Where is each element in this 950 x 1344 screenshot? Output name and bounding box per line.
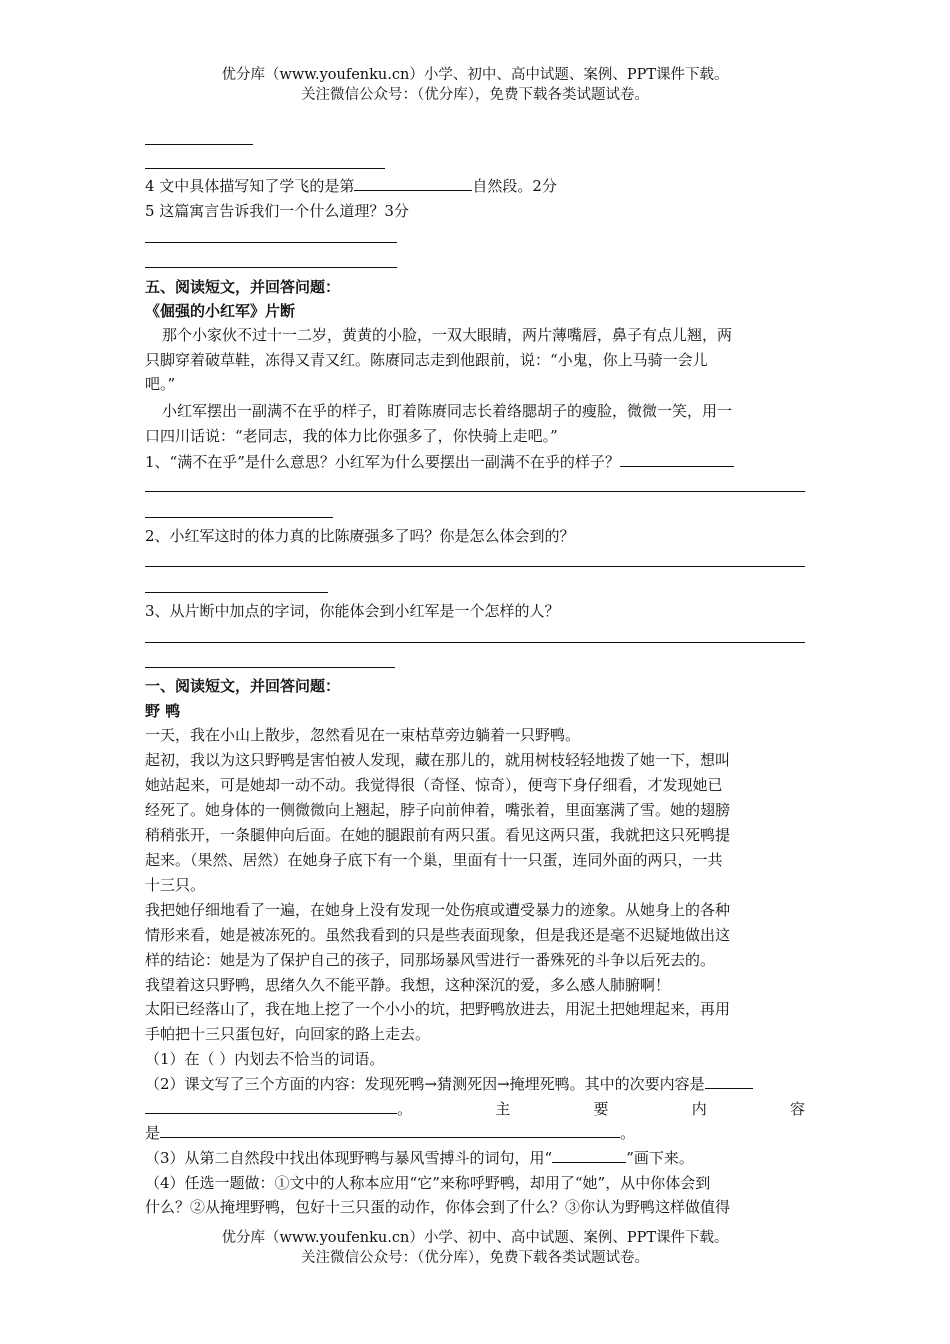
page-footer-line1: 优分库（www.youfenku.cn）小学、初中、高中试题、案例、PPT课件下载。 — [221, 1230, 729, 1246]
q2-word: 内 — [691, 1100, 707, 1118]
page-footer-line2: 关注微信公众号：（优分库），免费下载各类试题试卷。 — [301, 1250, 649, 1266]
passage-line: 只脚穿着破草鞋，冻得又青又红。陈赓同志走到他跟前，说：“小鬼，你上马骑一会儿 — [145, 351, 708, 369]
page-header-line2: 关注微信公众号：（优分库），免费下载各类试题试卷。 — [301, 87, 649, 103]
answer-line[interactable] — [145, 517, 333, 518]
answer-line — [145, 168, 385, 169]
question-3-suffix: ”画下来。 — [626, 1149, 694, 1167]
passage-line: 小红军摆出一副满不在乎的样子，盯着陈赓同志长着络腮胡子的瘦脸，微微一笑，用一 — [162, 402, 733, 420]
passage-line: 一天，我在小山上散步，忽然看见在一束枯草旁边躺着一只野鸭。 — [145, 726, 581, 744]
answer-line[interactable] — [145, 566, 805, 567]
question-4-suffix: 自然段。2分 — [472, 177, 557, 195]
q2-word: 容 — [789, 1100, 805, 1118]
question-2-line2 — [145, 1099, 805, 1119]
question-4 — [145, 176, 557, 196]
section-1-heading: 一、阅读短文，并回答问题： — [145, 677, 341, 695]
question-4: （4）任选一题做：①文中的人称本应用“它”来称呼野鸭，却用了“她”，从中你体会到 — [145, 1174, 711, 1192]
question-1: （1）在（ ）内划去不恰当的词语。 — [145, 1050, 385, 1068]
answer-line[interactable] — [145, 667, 395, 668]
q2-line3-end: 。 — [620, 1124, 636, 1142]
question-3 — [145, 1148, 694, 1168]
answer-line — [145, 144, 253, 145]
answer-line[interactable] — [145, 242, 397, 243]
fill-blank[interactable] — [552, 1148, 626, 1163]
passage-line: 她站起来，可是她却一动不动。我觉得很（奇怪、惊奇），便弯下身仔细看，才发现她已 — [145, 776, 723, 794]
q2-period: 。 — [397, 1100, 413, 1118]
question-4-text: 4 文中具体描写知了学飞的是第 — [145, 177, 355, 195]
question-3-text: （3）从第二自然段中找出体现野鸭与暴风雪搏斗的词句，用“ — [145, 1149, 553, 1167]
answer-line[interactable] — [145, 642, 805, 643]
question-1 — [145, 452, 734, 472]
fill-blank[interactable] — [705, 1074, 753, 1089]
question-3: 3、从片断中加点的字词，你能体会到小红军是一个怎样的人？ — [145, 602, 560, 620]
passage-line: 那个小家伙不过十一二岁，黄黄的小脸，一双大眼睛，两片薄嘴唇，鼻子有点儿翘，两 — [162, 326, 733, 344]
page-header-line1: 优分库（www.youfenku.cn）小学、初中、高中试题、案例、PPT课件下载。 — [221, 67, 729, 83]
passage-line: 十三只。 — [145, 876, 206, 894]
section-5-heading: 五、阅读短文，并回答问题： — [145, 278, 341, 296]
passage-line: 手帕把十三只蛋包好，向回家的路上走去。 — [145, 1025, 431, 1043]
passage-title: 野 鸭 — [145, 702, 181, 720]
passage-line: 起初，我以为这只野鸭是害怕被人发现，藏在那儿的，就用树枝轻轻地拨了她一下，想叫 — [145, 751, 731, 769]
question-2: 2、小红军这时的体力真的比陈赓强多了吗？你是怎么体会到的？ — [145, 527, 575, 545]
q2-word: 要 — [593, 1100, 609, 1118]
answer-line[interactable] — [145, 491, 805, 492]
question-1-text: 1、“满不在乎”是什么意思？小红军为什么要摆出一副满不在乎的样子？ — [145, 453, 620, 471]
question-2 — [145, 1074, 753, 1094]
fill-blank[interactable] — [620, 452, 734, 467]
answer-line[interactable] — [145, 592, 328, 593]
passage-title: 《倔强的小红军》片断 — [145, 302, 296, 320]
passage-line: 情形来看，她是被冻死的。虽然我看到的只是些表面现象，但是我还是毫不迟疑地做出这 — [145, 926, 731, 944]
passage-line: 经死了。她身体的一侧微微向上翘起，脖子向前伸着，嘴张着，里面塞满了雪。她的翅膀 — [145, 801, 731, 819]
fill-blank[interactable] — [354, 176, 472, 191]
question-4: 什么？②从掩埋野鸭，包好十三只蛋的动作，你体会到了什么？③你认为野鸭这样做值得 — [145, 1198, 731, 1216]
passage-line: 吧。” — [145, 375, 176, 393]
q2-line3-start: 是 — [145, 1124, 161, 1142]
passage-line: 样的结论：她是为了保护自己的孩子，同那场暴风雪进行一番殊死的斗争以后死去的。 — [145, 951, 716, 969]
passage-line: 太阳已经落山了，我在地上挖了一个小小的坑，把野鸭放进去，用泥土把她埋起来，再用 — [145, 1000, 731, 1018]
passage-line: 起来。（果然、居然）在她身子底下有一个巢，里面有十一只蛋，连同外面的两只，一共 — [145, 851, 723, 869]
question-2-line3 — [145, 1123, 635, 1143]
fill-blank[interactable] — [145, 1099, 397, 1114]
q2-word: 主 — [495, 1100, 511, 1118]
passage-line: 稍稍张开，一条腿伸向后面。在她的腿跟前有两只蛋。看见这两只蛋，我就把这只死鸭提 — [145, 826, 731, 844]
q2-blank-group — [145, 1099, 412, 1119]
passage-line: 我把她仔细地看了一遍，在她身上没有发现一处伤痕或遭受暴力的迹象。从她身上的各种 — [145, 901, 731, 919]
question-5: 5 这篇寓言告诉我们一个什么道理？3分 — [145, 202, 409, 220]
answer-line[interactable] — [145, 267, 397, 268]
question-2-text: （2）课文写了三个方面的内容：发现死鸭→猜测死因→掩埋死鸭。其中的次要内容是 — [145, 1075, 705, 1093]
fill-blank[interactable] — [160, 1123, 620, 1138]
passage-line: 口四川话说：“老同志，我的体力比你强多了，你快骑上走吧。” — [145, 427, 558, 445]
passage-line: 我望着这只野鸭，思绪久久不能平静。我想，这种深沉的爱，多么感人肺腑啊！ — [145, 976, 671, 994]
